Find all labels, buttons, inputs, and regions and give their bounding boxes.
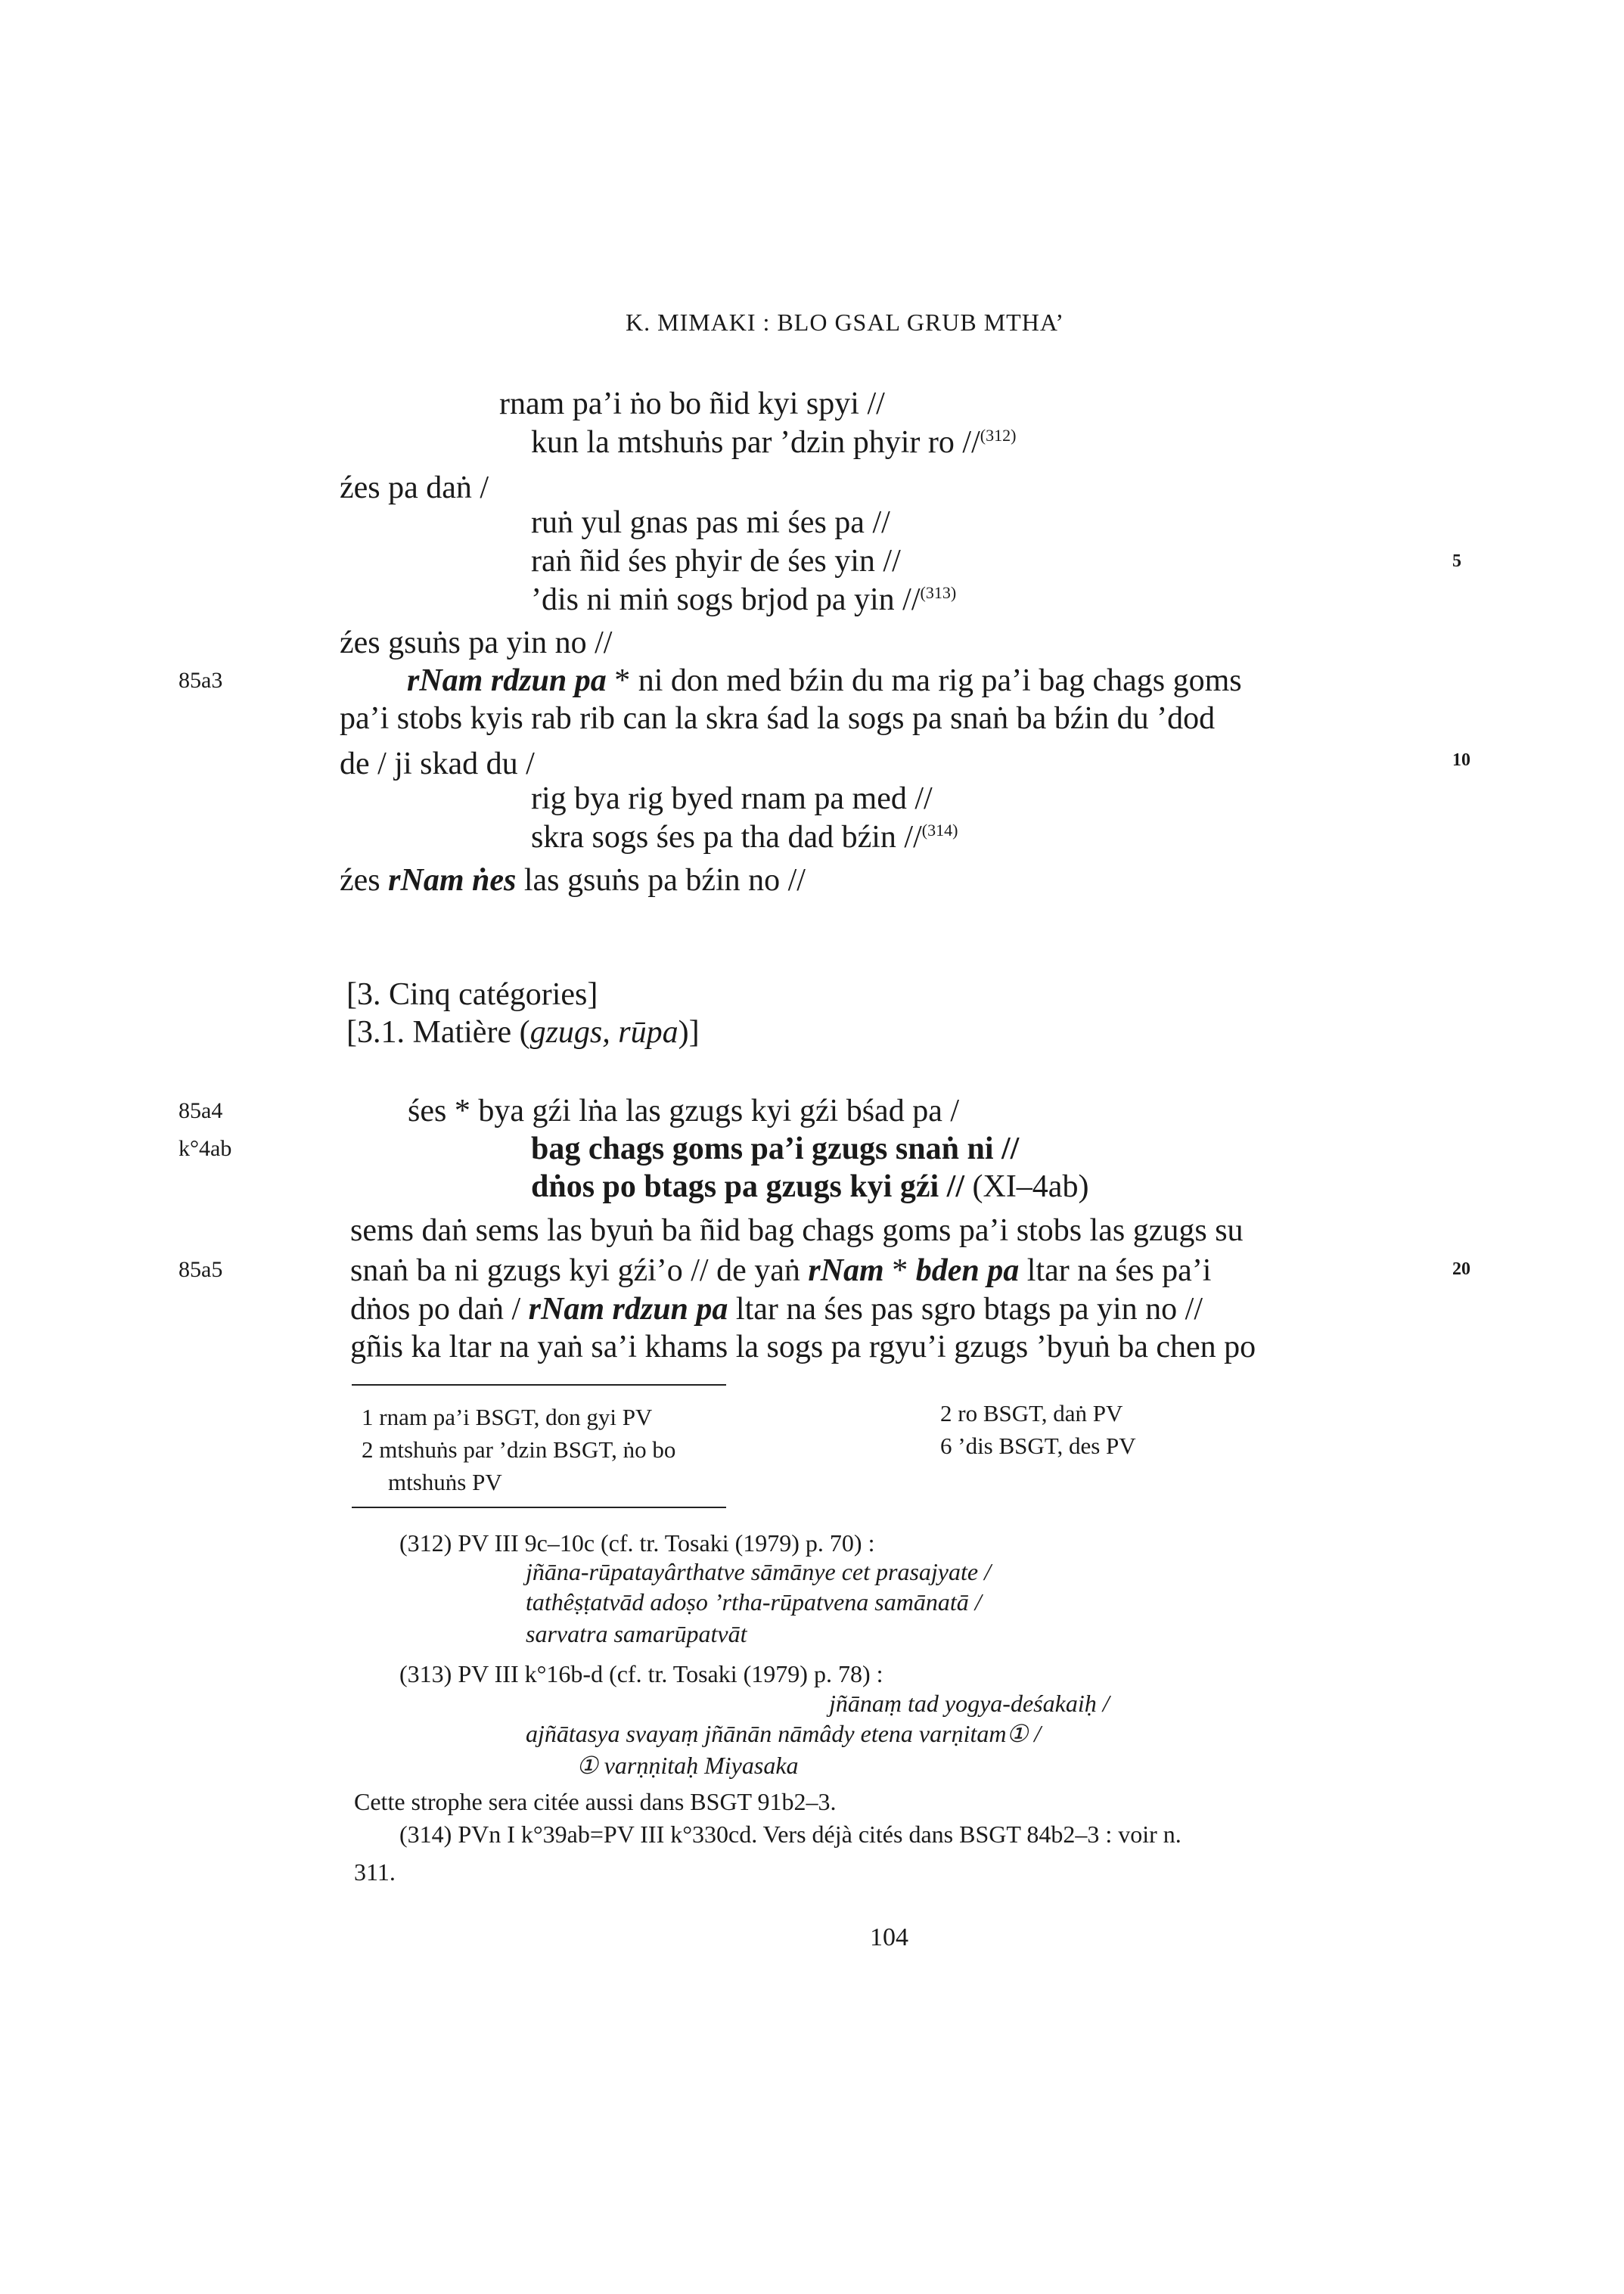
apparatus-rule <box>352 1384 726 1386</box>
verse-line: dṅos po btags pa gzugs kyi gźi // (XI–4ab) <box>531 1169 1089 1204</box>
text-title: rNam ṅes <box>388 863 517 898</box>
variant-reading: 2 ro BSGT, daṅ PV <box>940 1400 1123 1426</box>
text-title: rNam rdzun pa <box>407 663 607 698</box>
variant-reading: 1 rnam pa’i BSGT, don gyi PV <box>362 1404 653 1430</box>
verse-line: skra sogs śes pa tha dad bźin //$^{(314)}$ <box>531 820 958 855</box>
footnote-quote: jñānaṃ tad yogya-deśakaiḥ / <box>829 1690 1110 1717</box>
footnote-quote: sarvatra samarūpatvāt <box>526 1620 747 1647</box>
verse-line: ruṅ yul gnas pas mi śes pa // <box>531 505 890 540</box>
page-number: 104 <box>870 1923 908 1951</box>
body-line: gñis ka ltar na yaṅ sa’i khams la sogs pa rgyu’i gzugs ’byuṅ ba chen po <box>350 1330 1256 1364</box>
note-ref-312: (312) <box>980 426 1017 445</box>
line-number-5: 5 <box>1452 551 1461 571</box>
body-line: źes gsuṅs pa yin no // <box>340 625 613 660</box>
section-heading: [3. Cinq catégories] <box>346 977 598 1012</box>
subsection-heading: [3.1. Matière (gzugs, rūpa)] <box>346 1015 700 1050</box>
note-ref-314: (314) <box>921 821 958 840</box>
body-line: de / ji skad du / <box>340 747 535 781</box>
body-line: snaṅ ba ni gzugs kyi gźi’o // de yaṅ rNam * bden pa ltar na śes pa’i <box>350 1253 1212 1288</box>
footnote-313: (313) PV III k°16b-d (cf. tr. Tosaki (1979) p. 78) : <box>399 1660 883 1687</box>
footnote-quote: jñāna-rūpatayârthatve sāmānye cet prasajyate / <box>526 1558 991 1585</box>
running-head: K. MIMAKI : BLO GSAL GRUB MTHA’ <box>626 309 1065 336</box>
margin-ref-k4ab: k°4ab <box>179 1136 232 1161</box>
margin-ref-85a4: 85a4 <box>179 1098 223 1123</box>
body-line: pa’i stobs kyis rab rib can la skra śad la sogs pa snaṅ ba bźin du ’dod <box>340 701 1216 736</box>
margin-ref-85a3: 85a3 <box>179 668 223 693</box>
body-line: źes pa daṅ / <box>340 470 489 505</box>
body-line: źes rNam ṅes las gsuṅs pa bźin no // <box>340 863 806 898</box>
margin-ref-85a5: 85a5 <box>179 1257 223 1282</box>
verse-line: ’dis ni miṅ sogs brjod pa yin //$^{(313)}$ <box>531 582 957 617</box>
body-line: śes * bya gźi lṅa las gzugs kyi gźi bśad pa / <box>408 1094 960 1128</box>
footnote-text: 311. <box>354 1858 396 1886</box>
footnote-rule <box>352 1507 726 1508</box>
note-ref-313: (313) <box>920 583 957 602</box>
footnote-subnote: ① varṇṇitaḥ Miyasaka <box>576 1752 799 1779</box>
line-number-10: 10 <box>1452 750 1470 770</box>
variant-reading: 6 ’dis BSGT, des PV <box>940 1433 1136 1459</box>
body-line: dṅos po daṅ / rNam rdzun pa ltar na śes pas sgro btags pa yin no // <box>350 1292 1203 1327</box>
line-number-20: 20 <box>1452 1259 1470 1279</box>
footnote-quote: tathêṣṭatvād adoṣo ’rtha-rūpatvena samānatā / <box>526 1588 982 1616</box>
footnote-314: (314) PVn I k°39ab=PV III k°330cd. Vers déjà cités dans BSGT 84b2–3 : voir n. <box>399 1821 1182 1848</box>
verse-line: rig bya rig byed rnam pa med // <box>531 781 933 816</box>
footnote-quote: ajñātasya svayaṃ jñānān nāmâdy etena varṇitam① / <box>526 1720 1042 1747</box>
body-line: sems daṅ sems las byuṅ ba ñid bag chags goms pa’i stobs las gzugs su <box>350 1213 1244 1248</box>
verse-line: rnam pa’i ṅo bo ñid kyi spyi // <box>499 386 885 421</box>
body-line: rNam rdzun pa * ni don med bźin du ma rig pa’i bag chags goms <box>407 663 1242 698</box>
variant-reading: mtshuṅs PV <box>388 1469 502 1495</box>
verse-line: kun la mtshuṅs par ’dzin phyir ro //$^{(312)}$ <box>531 425 1017 460</box>
footnote-312: (312) PV III 9c–10c (cf. tr. Tosaki (1979) p. 70) : <box>399 1529 875 1557</box>
verse-line-bold: bag chags goms pa’i gzugs snaṅ ni // <box>531 1131 1020 1166</box>
variant-reading: 2 mtshuṅs par ’dzin BSGT, ṅo bo <box>362 1436 676 1463</box>
footnote-text: Cette strophe sera citée aussi dans BSGT 91b2–3. <box>354 1788 837 1815</box>
verse-line: raṅ ñid śes phyir de śes yin // <box>531 544 901 579</box>
